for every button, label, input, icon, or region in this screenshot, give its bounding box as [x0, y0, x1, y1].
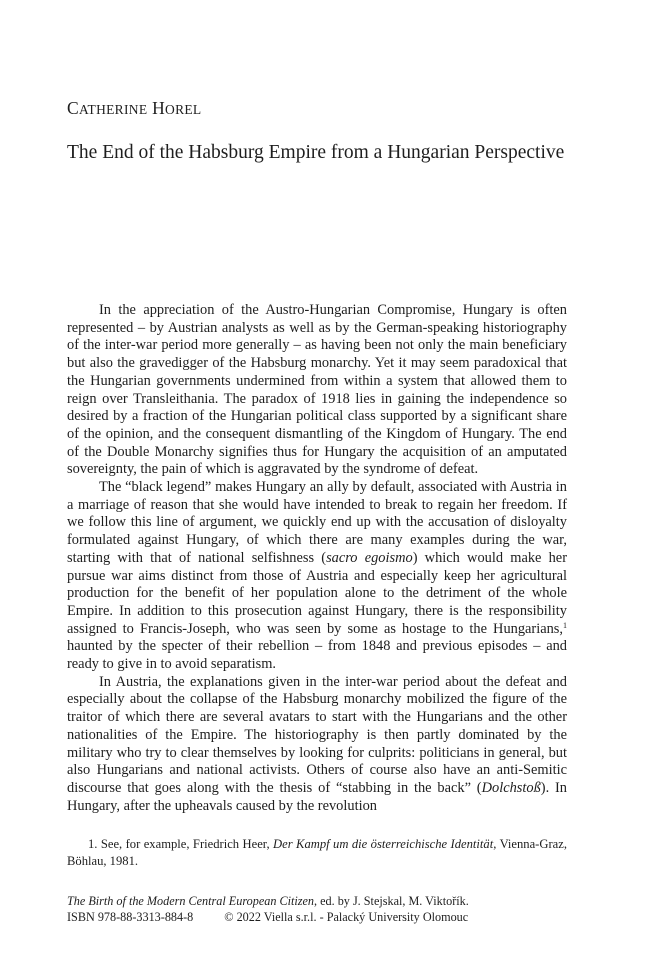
- author-initial: H: [152, 98, 166, 118]
- page-footer: [67, 893, 587, 925]
- paragraph-text: ). In Hungary, after the upheavals caused by the revolution: [67, 779, 568, 814]
- paragraph-text: In Austria, the explanations given in the inter-war period about the defeat and especially about the collapse of the Habsburg monarchy mobilized the figure of the traitor of which there are several avatars to start with the Hungarians and the other nationalities of the Empire. The historiography is then partly dominated by the military who try to clear themselves by looking for culprits: politicians in general, but also Hungarians and national activists. Others of course also have an anti-Semitic discourse that goes along with the thesis of “stabbing in the back” (: [67, 673, 567, 796]
- body-text: [67, 302, 567, 815]
- footer-copyright: © 2022 Viella s.r.l. - Palacký University Olomouc: [224, 910, 469, 924]
- paragraph: [67, 479, 567, 674]
- footer-citation: [67, 893, 587, 909]
- footnote-text: [67, 836, 567, 870]
- footer-book-title: The Birth of the Modern Central European Citizen: [67, 894, 315, 908]
- author-initial: C: [67, 98, 79, 118]
- paragraph-text: The “black legend” makes Hungary an ally by default, associated with Austria in a marriage of reason that she would have intended to break to regain her freedom. If we follow this line of argument, we quickly end up with the accusation of disloyalty formulated against Hungary, of which there are many examples during the war, starting with that of national selfishness (: [67, 479, 567, 566]
- footnote-book-title: Der Kampf um die österreichische Identität: [273, 837, 494, 851]
- paragraph-text: In the appreciation of the Austro-Hungarian Compromise, Hungary is often represented – by Austrian analysts as well as by the German-speaking historiography of the inter-war period more generally – as having been not only the main beneficiary but also the gravedigger of the Habsburg monarchy. Yet it may seem paradoxical that the Hungarian governments undermined from within a system that allowed them to reign over Transleithania. The paradox of 1918 lies in gaining the independence so desired by a fraction of the Hungarian political class supported by a significant share of the opinion, and the consequent dismantling of the Kingdom of Hungary. The end of the Double Monarchy signifies thus for Hungary the acquisition of an amputated sovereignty, the pain of which is aggravated by the syndrome of defeat.: [67, 302, 567, 478]
- footer-isbn: ISBN 978-88-3313-884-8: [67, 910, 194, 924]
- footnote-text-part: , Vienna-Graz, Böhlau, 1981.: [67, 837, 567, 868]
- author-name: [67, 98, 201, 119]
- footer-publication-info: [67, 909, 587, 925]
- author-first-name-rest: ATHERINE: [78, 102, 148, 117]
- paragraph-text: haunted by the specter of their rebellion – from 1848 and previous episodes – and ready to give in to avoid separatism.: [67, 638, 567, 673]
- italic-term: sacro egoismo: [326, 549, 413, 566]
- paragraph: [67, 674, 567, 816]
- footnote: [67, 836, 567, 870]
- footnote-text-part: 1. See, for example, Friedrich Heer,: [88, 837, 274, 851]
- chapter-title: The End of the Habsburg Empire from a Hungarian Perspective: [67, 142, 565, 163]
- paragraph-text: ) which would make her pursue war aims distinct from those of Austria and especially keep her agricultural production for the benefit of her population alone to the detriment of the whole Empire. In addition to this prosecution against Hungary, there is the responsibility assigned to Francis-Joseph, who was seen by some as hostage to the Hungarians,: [67, 549, 567, 637]
- author-last-name-rest: OREL: [165, 102, 202, 117]
- paragraph: [67, 302, 567, 479]
- footnote-marker[interactable]: 1: [563, 620, 567, 630]
- italic-term: Dolchstoß: [481, 779, 541, 796]
- footer-editors: , ed. by J. Stejskal, M. Viktořík.: [314, 894, 469, 908]
